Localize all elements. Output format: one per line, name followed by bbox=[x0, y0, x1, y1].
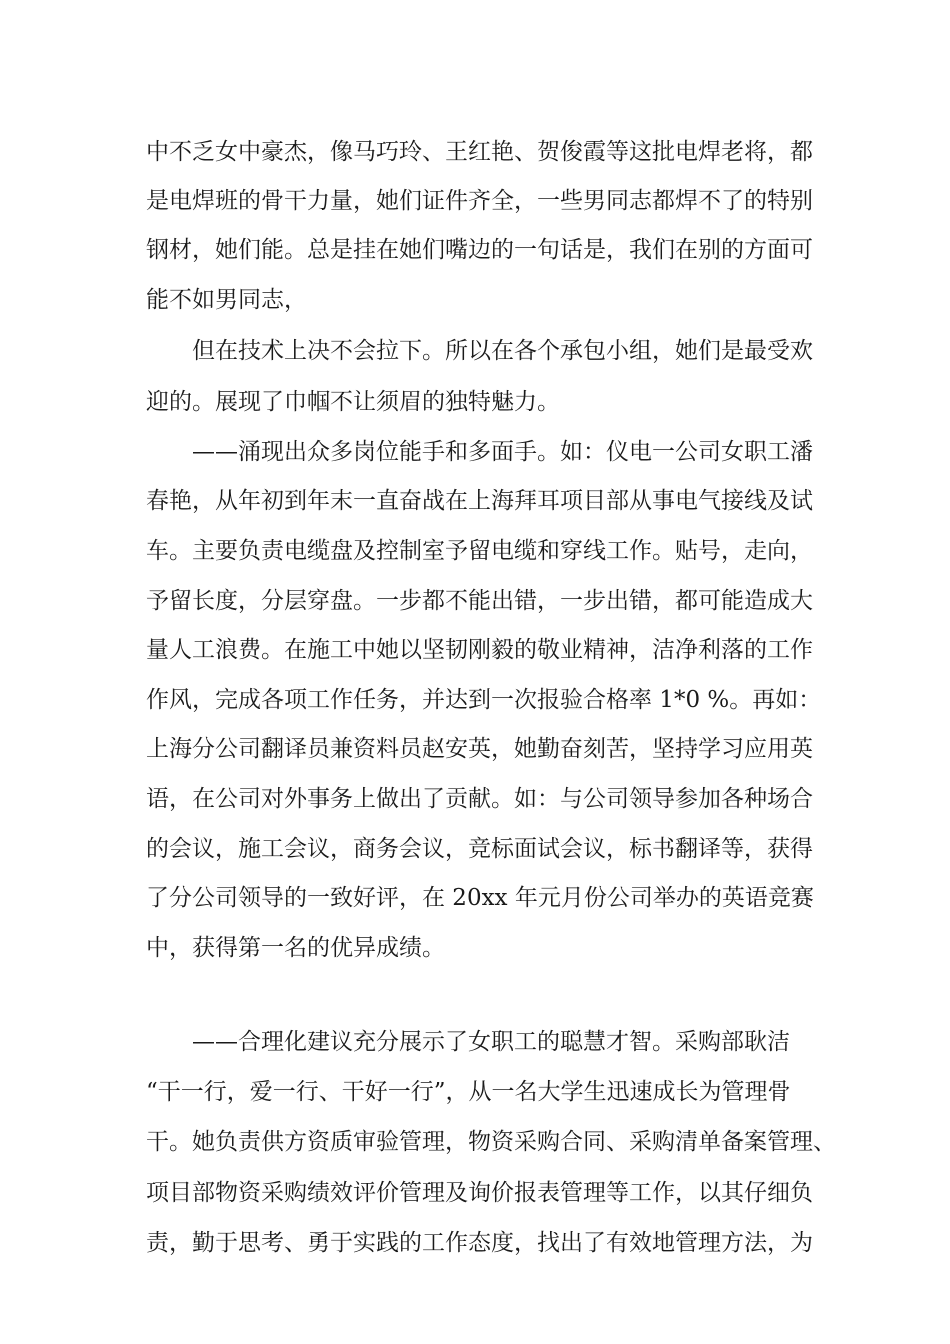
text-line: 是电焊班的骨干力量，她们证件齐全，一些男同志都焊不了的特别 bbox=[146, 188, 813, 214]
text-line: 量人工浪费。在施工中她以坚韧刚毅的敬业精神，洁净利落的工作 bbox=[146, 637, 813, 663]
text-line: 中不乏女中豪杰，像马巧玲、王红艳、贺俊霞等这批电焊老将，都 bbox=[146, 139, 813, 165]
text-line: 干。她负责供方资质审验管理，物资采购合同、采购清单备案管理、 bbox=[146, 1129, 836, 1155]
text-line: ——合理化建议充分展示了女职工的聪慧才智。采购部耿洁 bbox=[192, 1029, 790, 1055]
text-line: 中，获得第一名的优异成绩。 bbox=[146, 935, 445, 961]
text-line: ——涌现出众多岗位能手和多面手。如：仪电一公司女职工潘 bbox=[192, 439, 813, 465]
text-line: 予留长度，分层穿盘。一步都不能出错，一步出错，都可能造成大 bbox=[146, 588, 813, 614]
text-line: 迎的。展现了巾帼不让须眉的独特魅力。 bbox=[146, 389, 560, 415]
text-line: 春艳，从年初到年末一直奋战在上海拜耳项目部从事电气接线及试 bbox=[146, 488, 813, 514]
text-line: 了分公司领导的一致好评，在 20xx 年元月份公司举办的英语竞赛 bbox=[146, 885, 814, 911]
text-line: “干一行，爱一行、干好一行”，从一名大学生迅速成长为管理骨 bbox=[146, 1079, 791, 1105]
text-line: 钢材，她们能。总是挂在她们嘴边的一句话是，我们在别的方面可 bbox=[146, 237, 813, 263]
text-line: 的会议，施工会议，商务会议，竞标面试会议，标书翻译等，获得 bbox=[146, 836, 813, 862]
text-line: 语，在公司对外事务上做出了贡献。如：与公司领导参加各种场合 bbox=[146, 786, 813, 812]
text-line: 作风，完成各项工作任务，并达到一次报验合格率 1*0 %。再如： bbox=[146, 687, 822, 713]
text-line: 项目部物资采购绩效评价管理及询价报表管理等工作，以其仔细负 bbox=[146, 1180, 813, 1206]
text-line: 上海分公司翻译员兼资料员赵安英，她勤奋刻苦，坚持学习应用英 bbox=[146, 736, 813, 762]
text-line: 责，勤于思考、勇于实践的工作态度，找出了有效地管理方法，为 bbox=[146, 1230, 813, 1256]
text-line: 但在技术上决不会拉下。所以在各个承包小组，她们是最受欢 bbox=[192, 338, 813, 364]
text-line: 能不如男同志， bbox=[146, 287, 307, 313]
text-line: 车。主要负责电缆盘及控制室予留电缆和穿线工作。贴号，走向， bbox=[146, 538, 813, 564]
